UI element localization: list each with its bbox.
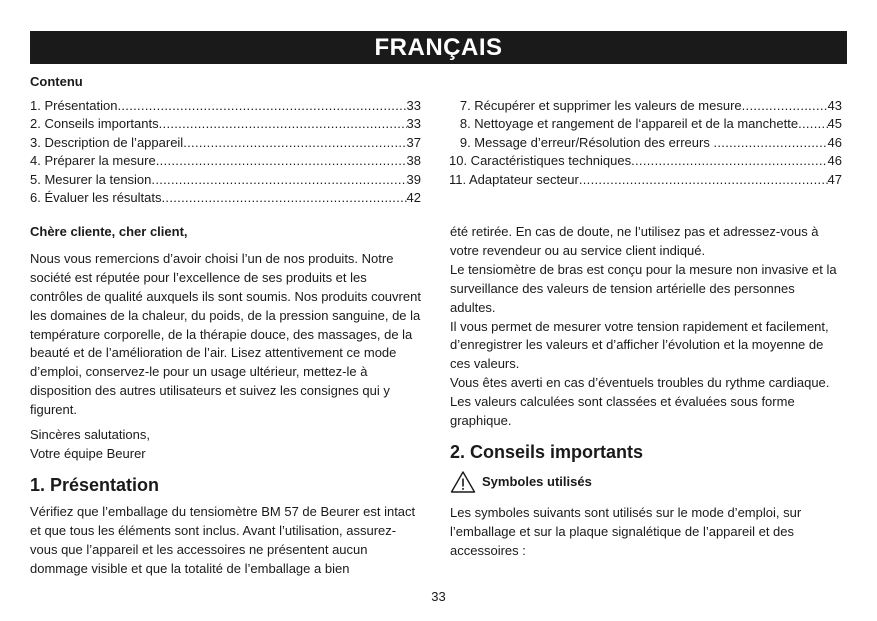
toc-leader-dots <box>162 189 407 207</box>
left-text-column <box>30 223 422 579</box>
toc-entry-label: 10. Caractéristiques techniques <box>449 153 632 169</box>
symbols-paragraph: Les symboles suivants sont utilisés sur le mode d’emploi, sur l’emballage et sur la plaque signalétique de l’appareil et des accessoires : <box>450 504 802 558</box>
toc-entry-page: 37 <box>406 134 421 150</box>
toc-entry[interactable] <box>449 171 842 189</box>
toc-entry-label: 1. Présentation <box>30 98 118 113</box>
right-text-column <box>450 223 843 561</box>
toc-leader-dots <box>631 152 827 170</box>
toc-leader-dots <box>713 134 827 152</box>
section-heading-important-advice: 2. Conseils importants <box>450 441 644 462</box>
toc-leader-dots <box>183 134 406 152</box>
toc-entry-label: 11. Adaptateur secteur <box>449 171 579 187</box>
toc-entry[interactable] <box>30 134 421 152</box>
toc-entry-page: 38 <box>406 153 421 169</box>
section-heading-presentation: 1. Présentation <box>30 474 160 495</box>
toc-entry-label: 6. Évaluer les résultats <box>30 189 162 205</box>
toc-entry-page: 33 <box>406 116 421 132</box>
toc-entry[interactable] <box>449 134 842 152</box>
toc-leader-dots <box>798 115 827 133</box>
toc-entry-page: 43 <box>827 98 842 113</box>
toc-leader-dots <box>151 171 406 189</box>
toc-entry-label: 7. Récupérer et supprimer les valeurs de mesure <box>449 98 742 113</box>
toc-entry-page: 39 <box>406 171 421 187</box>
symbols-heading-label: Symboles utilisés <box>482 473 592 489</box>
toc-entry-page: 47 <box>827 171 842 187</box>
paragraph: Le tensiomètre de bras est conçu pour la mesure non invasive et la surveillance des valeurs de tension artérielle des personnes adultes. <box>450 261 837 315</box>
toc-entry-page: 42 <box>406 189 421 205</box>
toc-leader-dots <box>159 115 407 133</box>
toc-entry-page: 46 <box>827 153 842 169</box>
closing-line: Sincères salutations, <box>30 427 150 443</box>
symbols-subheading <box>450 470 843 494</box>
toc-leader-dots <box>156 152 407 170</box>
paragraph: été retirée. En cas de doute, ne l’utilisez pas et adressez-vous à votre revendeur ou au service client indiqué. <box>450 224 819 258</box>
greeting: Chère cliente, cher client, <box>30 224 188 239</box>
toc-entry-page: 46 <box>827 134 842 150</box>
toc-entry[interactable] <box>30 171 421 189</box>
toc-entry[interactable] <box>449 115 842 133</box>
toc-entry-label: 4. Préparer la mesure <box>30 153 156 169</box>
page-number: 33 <box>431 589 446 604</box>
toc-leader-dots <box>117 97 406 115</box>
toc-entry[interactable] <box>30 189 421 207</box>
toc-entry[interactable] <box>30 97 421 115</box>
toc-entry-label: 8. Nettoyage et rangement de l‘appareil et de la manchette <box>449 116 799 132</box>
toc-entry[interactable] <box>449 97 842 115</box>
toc-entry-label: 2. Conseils importants <box>30 116 159 132</box>
intro-paragraph: Nous vous remercions d’avoir choisi l’un de nos produits. Notre société est réputée pour l’excellence de ses produits et les contrôles de qualité auxquels ils sont soumis. Nos produits couvrent les domaines de la chaleur, du poids, de la pression sanguine, de la température corporelle, de la thérapie douce, des massages, de la beauté et de l’amélioration de l’air. Lisez attentivement ce mode d’emploi, conservez-le pour un usage ultérieur, mettez-le à disposition des autres utilisateurs et suivez les consignes qui y figurent. <box>30 250 421 418</box>
toc-entry-label: 5. Mesurer la tension <box>30 171 152 187</box>
toc-leader-dots <box>579 171 828 189</box>
contents-title: Contenu <box>30 74 83 89</box>
language-header: FRANÇAIS <box>30 31 847 64</box>
warning-triangle-icon <box>450 470 476 494</box>
toc-entry-label: 3. Description de l’appareil <box>30 134 184 150</box>
toc-entry-page: 33 <box>406 98 421 113</box>
toc-entry[interactable] <box>30 115 421 133</box>
paragraph: Vous êtes averti en cas d’éventuels troubles du rythme cardiaque. <box>450 375 830 391</box>
toc-entry[interactable] <box>30 152 421 170</box>
paragraph: Les valeurs calculées sont classées et évaluées sous forme graphique. <box>450 394 795 429</box>
toc-leader-dots <box>742 97 828 115</box>
toc-entry-label: 9. Message d’erreur/Résolution des erreurs <box>449 134 714 150</box>
presentation-paragraph: Vérifiez que l’emballage du tensiomètre BM 57 de Beurer est intact et que tous les éléments sont inclus. Avant l’utilisation, assurez-vous que l’appareil et les accessoires ne présentent aucun dommage visible et que la totalité de l’emballage a bien <box>30 503 416 576</box>
paragraph: Il vous permet de mesurer votre tension rapidement et facilement, d’enregistrer les valeurs et d’afficher l’évolution et la moyenne de ces valeurs. <box>450 318 829 372</box>
toc-left-column <box>30 97 421 207</box>
toc-entry[interactable] <box>449 152 842 170</box>
toc-entry-page: 45 <box>827 116 842 132</box>
toc-right-column <box>449 97 842 189</box>
signature-line: Votre équipe Beurer <box>30 445 146 461</box>
